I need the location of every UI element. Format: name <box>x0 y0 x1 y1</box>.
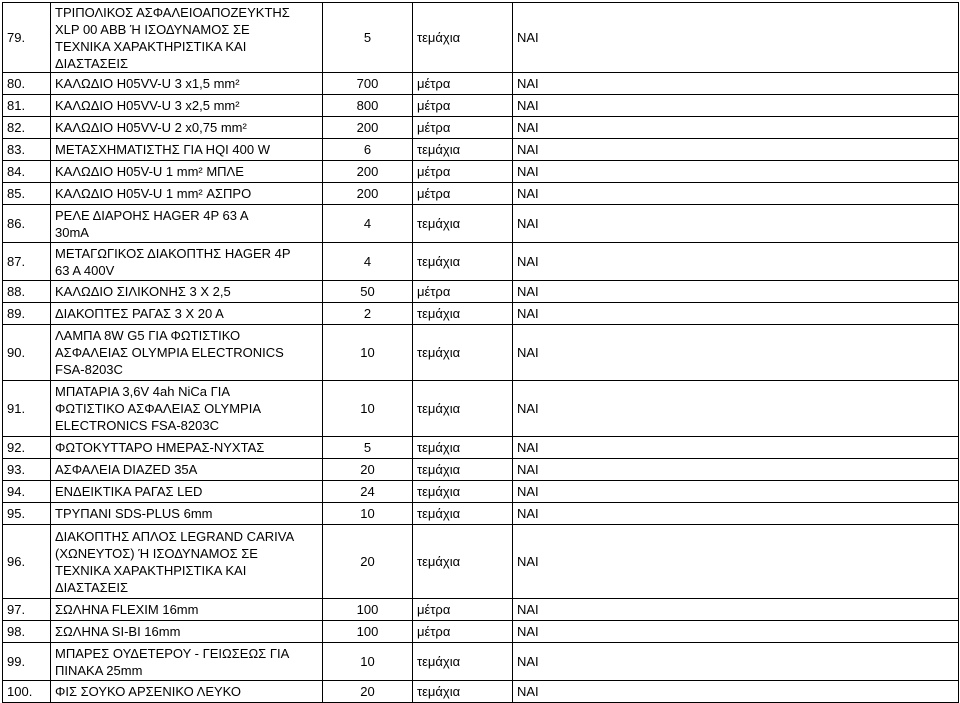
item-quantity: 4 <box>323 205 413 243</box>
description-line: ΤΕΧΝΙΚΑ ΧΑΡΑΚΤΗΡΙΣΤΙΚΑ ΚΑΙ <box>55 38 247 54</box>
table-row <box>3 161 959 183</box>
item-unit: τεμάχια <box>413 525 513 599</box>
table-row <box>3 73 959 95</box>
item-quantity: 200 <box>323 117 413 139</box>
item-description <box>51 205 323 243</box>
item-number: 85. <box>3 183 51 205</box>
item-description <box>51 139 323 161</box>
item-compliance: ΝΑΙ <box>513 183 959 205</box>
item-number: 82. <box>3 117 51 139</box>
item-compliance: ΝΑΙ <box>513 139 959 161</box>
item-unit: τεμάχια <box>413 503 513 525</box>
item-unit: μέτρα <box>413 73 513 95</box>
item-unit: τεμάχια <box>413 437 513 459</box>
item-compliance: ΝΑΙ <box>513 481 959 503</box>
item-number: 100. <box>3 681 51 703</box>
item-quantity: 200 <box>323 161 413 183</box>
item-number: 94. <box>3 481 51 503</box>
item-number: 83. <box>3 139 51 161</box>
item-description <box>51 325 323 381</box>
description-line: ΣΩΛΗΝΑ FLEXIM 16mm <box>55 602 199 617</box>
description-line: ΡΕΛΕ ΔΙΑΡΟΗΣ HAGER 4P 63 A <box>55 207 249 223</box>
item-unit: μέτρα <box>413 599 513 621</box>
item-number: 98. <box>3 621 51 643</box>
item-compliance: ΝΑΙ <box>513 325 959 381</box>
description-line: ΔΙΑΚΟΠΤΕΣ ΡΑΓΑΣ 3 Χ 20 Α <box>55 306 224 321</box>
item-unit: τεμάχια <box>413 459 513 481</box>
description-line: ΜΠΑΡΕΣ ΟΥΔΕΤΕΡΟΥ - ΓΕΙΩΣΕΩΣ ΓΙΑ <box>55 645 290 661</box>
description-line: ELECTRONICS FSA-8203C <box>55 418 219 433</box>
item-compliance: ΝΑΙ <box>513 381 959 437</box>
item-quantity: 20 <box>323 525 413 599</box>
item-number: 96. <box>3 525 51 599</box>
item-description <box>51 73 323 95</box>
item-number: 99. <box>3 643 51 681</box>
item-quantity: 2 <box>323 303 413 325</box>
item-number: 86. <box>3 205 51 243</box>
table-row <box>3 95 959 117</box>
table-row <box>3 243 959 281</box>
description-line: XLP 00 ABB Ή ΙΣΟΔΥΝΑΜΟΣ ΣΕ <box>55 21 250 37</box>
item-unit: τεμάχια <box>413 481 513 503</box>
item-unit: μέτρα <box>413 621 513 643</box>
item-number: 79. <box>3 3 51 73</box>
item-compliance: ΝΑΙ <box>513 243 959 281</box>
table-row <box>3 481 959 503</box>
description-line: ΚΑΛΩΔΙΟ H05VV-U 2 x0,75 mm² <box>55 120 247 135</box>
description-line: ΜΕΤΑΣΧΗΜΑΤΙΣΤΗΣ ΓΙΑ HQI 400 W <box>55 142 270 157</box>
item-description <box>51 459 323 481</box>
item-description <box>51 95 323 117</box>
item-quantity: 700 <box>323 73 413 95</box>
item-compliance: ΝΑΙ <box>513 681 959 703</box>
description-line: ΦΙΣ ΣΟΥΚΟ ΑΡΣΕΝΙΚΟ ΛΕΥΚΟ <box>55 684 242 699</box>
item-compliance: ΝΑΙ <box>513 95 959 117</box>
item-unit: μέτρα <box>413 281 513 303</box>
item-compliance: ΝΑΙ <box>513 599 959 621</box>
table-row <box>3 281 959 303</box>
item-compliance: ΝΑΙ <box>513 161 959 183</box>
item-unit: τεμάχια <box>413 681 513 703</box>
item-unit: τεμάχια <box>413 205 513 243</box>
item-quantity: 50 <box>323 281 413 303</box>
item-compliance: ΝΑΙ <box>513 303 959 325</box>
description-line: ΤΡΥΠΑΝΙ SDS-PLUS 6mm <box>55 506 213 521</box>
table-row <box>3 503 959 525</box>
description-line: ΦΩΤΙΣΤΙΚΟ ΑΣΦΑΛΕΙΑΣ OLYMPIA <box>55 401 262 416</box>
table-row <box>3 3 959 73</box>
item-number: 80. <box>3 73 51 95</box>
item-quantity: 24 <box>323 481 413 503</box>
item-number: 90. <box>3 325 51 381</box>
item-description <box>51 303 323 325</box>
item-quantity: 200 <box>323 183 413 205</box>
table-row <box>3 621 959 643</box>
table-row <box>3 139 959 161</box>
description-line: ΤΕΧΝΙΚΑ ΧΑΡΑΚΤΗΡΙΣΤΙΚΑ ΚΑΙ <box>55 562 247 578</box>
item-number: 92. <box>3 437 51 459</box>
item-unit: τεμάχια <box>413 643 513 681</box>
item-quantity: 10 <box>323 325 413 381</box>
item-quantity: 800 <box>323 95 413 117</box>
table-row <box>3 183 959 205</box>
item-description <box>51 161 323 183</box>
item-compliance: ΝΑΙ <box>513 281 959 303</box>
item-description <box>51 481 323 503</box>
description-line: ΔΙΑΣΤΑΣΕΙΣ <box>55 579 129 595</box>
item-quantity: 10 <box>323 643 413 681</box>
table-row <box>3 381 959 437</box>
item-number: 97. <box>3 599 51 621</box>
table-row <box>3 325 959 381</box>
description-line: ΚΑΛΩΔΙΟ H05VV-U 3 x2,5 mm² <box>55 98 240 113</box>
table-row <box>3 117 959 139</box>
item-unit: τεμάχια <box>413 3 513 73</box>
item-description <box>51 643 323 681</box>
item-number: 84. <box>3 161 51 183</box>
table-row <box>3 525 959 599</box>
item-compliance: ΝΑΙ <box>513 73 959 95</box>
description-line: ΦΩΤΟΚΥΤΤΑΡΟ ΗΜΕΡΑΣ-ΝΥΧΤΑΣ <box>55 440 265 455</box>
item-description <box>51 437 323 459</box>
item-quantity: 5 <box>323 3 413 73</box>
table-row <box>3 599 959 621</box>
item-number: 93. <box>3 459 51 481</box>
item-compliance: ΝΑΙ <box>513 205 959 243</box>
item-compliance: ΝΑΙ <box>513 459 959 481</box>
description-line: ΜΠΑΤΑΡΙΑ 3,6V 4ah NiCa ΓΙΑ <box>55 384 231 399</box>
description-line: (ΧΩΝΕΥΤΟΣ) Ή ΙΣΟΔΥΝΑΜΟΣ ΣΕ <box>55 545 258 561</box>
description-line: ΔΙΑΚΟΠΤΗΣ ΑΠΛΟΣ LEGRAND CARIVA <box>55 528 295 544</box>
item-description <box>51 281 323 303</box>
description-line: ΑΣΦΑΛΕΙΑΣ OLYMPIA ELECTRONICS <box>55 345 284 360</box>
description-line: ΚΑΛΩΔΙΟ H05V-U 1 mm² ΜΠΛΕ <box>55 164 244 179</box>
description-line: ΚΑΛΩΔΙΟ H05VV-U 3 x1,5 mm² <box>55 76 240 91</box>
description-line: ΠΙΝΑΚΑ 25mm <box>55 662 143 678</box>
item-quantity: 20 <box>323 459 413 481</box>
item-compliance: ΝΑΙ <box>513 117 959 139</box>
table-row <box>3 681 959 703</box>
item-compliance: ΝΑΙ <box>513 621 959 643</box>
item-quantity: 4 <box>323 243 413 281</box>
item-unit: μέτρα <box>413 161 513 183</box>
item-description <box>51 117 323 139</box>
item-description <box>51 525 323 599</box>
item-unit: τεμάχια <box>413 243 513 281</box>
table-row <box>3 303 959 325</box>
item-description <box>51 621 323 643</box>
description-line: ΚΑΛΩΔΙΟ H05V-U 1 mm² ΑΣΠΡΟ <box>55 186 252 201</box>
item-number: 89. <box>3 303 51 325</box>
item-number: 88. <box>3 281 51 303</box>
item-unit: τεμάχια <box>413 303 513 325</box>
item-description <box>51 681 323 703</box>
item-number: 81. <box>3 95 51 117</box>
item-unit: μέτρα <box>413 183 513 205</box>
item-number: 95. <box>3 503 51 525</box>
description-line: ΕΝΔΕΙΚΤΙΚΑ ΡΑΓΑΣ LED <box>55 484 203 499</box>
item-compliance: ΝΑΙ <box>513 437 959 459</box>
table-row <box>3 459 959 481</box>
item-description <box>51 243 323 281</box>
table-row <box>3 205 959 243</box>
description-line: ΔΙΑΣΤΑΣΕΙΣ <box>55 55 129 71</box>
item-number: 91. <box>3 381 51 437</box>
description-line: ΚΑΛΩΔΙΟ ΣΙΛΙΚΟΝΗΣ 3 Χ 2,5 <box>55 284 231 299</box>
item-description <box>51 3 323 73</box>
table-row <box>3 437 959 459</box>
description-line: ΛΑΜΠΑ 8W G5 ΓΙΑ ΦΩΤΙΣΤΙΚΟ <box>55 328 241 343</box>
description-line: 30mA <box>55 224 89 240</box>
table-row <box>3 643 959 681</box>
item-quantity: 100 <box>323 621 413 643</box>
item-description <box>51 599 323 621</box>
item-compliance: ΝΑΙ <box>513 525 959 599</box>
item-unit: τεμάχια <box>413 325 513 381</box>
item-quantity: 10 <box>323 381 413 437</box>
item-unit: τεμάχια <box>413 381 513 437</box>
item-description <box>51 381 323 437</box>
items-table <box>2 2 959 703</box>
item-compliance: ΝΑΙ <box>513 643 959 681</box>
item-unit: τεμάχια <box>413 139 513 161</box>
item-description <box>51 503 323 525</box>
description-line: FSA-8203C <box>55 362 123 377</box>
item-quantity: 6 <box>323 139 413 161</box>
item-unit: μέτρα <box>413 117 513 139</box>
description-line: ΜΕΤΑΓΩΓΙΚΟΣ ΔΙΑΚΟΠΤΗΣ HAGER 4P <box>55 245 291 261</box>
item-quantity: 100 <box>323 599 413 621</box>
item-quantity: 10 <box>323 503 413 525</box>
item-quantity: 5 <box>323 437 413 459</box>
item-description <box>51 183 323 205</box>
item-compliance: ΝΑΙ <box>513 3 959 73</box>
items-table-body <box>3 3 959 703</box>
item-quantity: 20 <box>323 681 413 703</box>
item-unit: μέτρα <box>413 95 513 117</box>
item-compliance: ΝΑΙ <box>513 503 959 525</box>
description-line: ΣΩΛΗΝΑ SI-BI 16mm <box>55 624 181 639</box>
description-line: ΤΡΙΠΟΛΙΚΟΣ ΑΣΦΑΛΕΙΟΑΠΟΖΕΥΚΤΗΣ <box>55 4 290 20</box>
item-number: 87. <box>3 243 51 281</box>
description-line: 63 A 400V <box>55 262 115 278</box>
description-line: ΑΣΦΑΛΕΙΑ DIAZED 35A <box>55 462 198 477</box>
